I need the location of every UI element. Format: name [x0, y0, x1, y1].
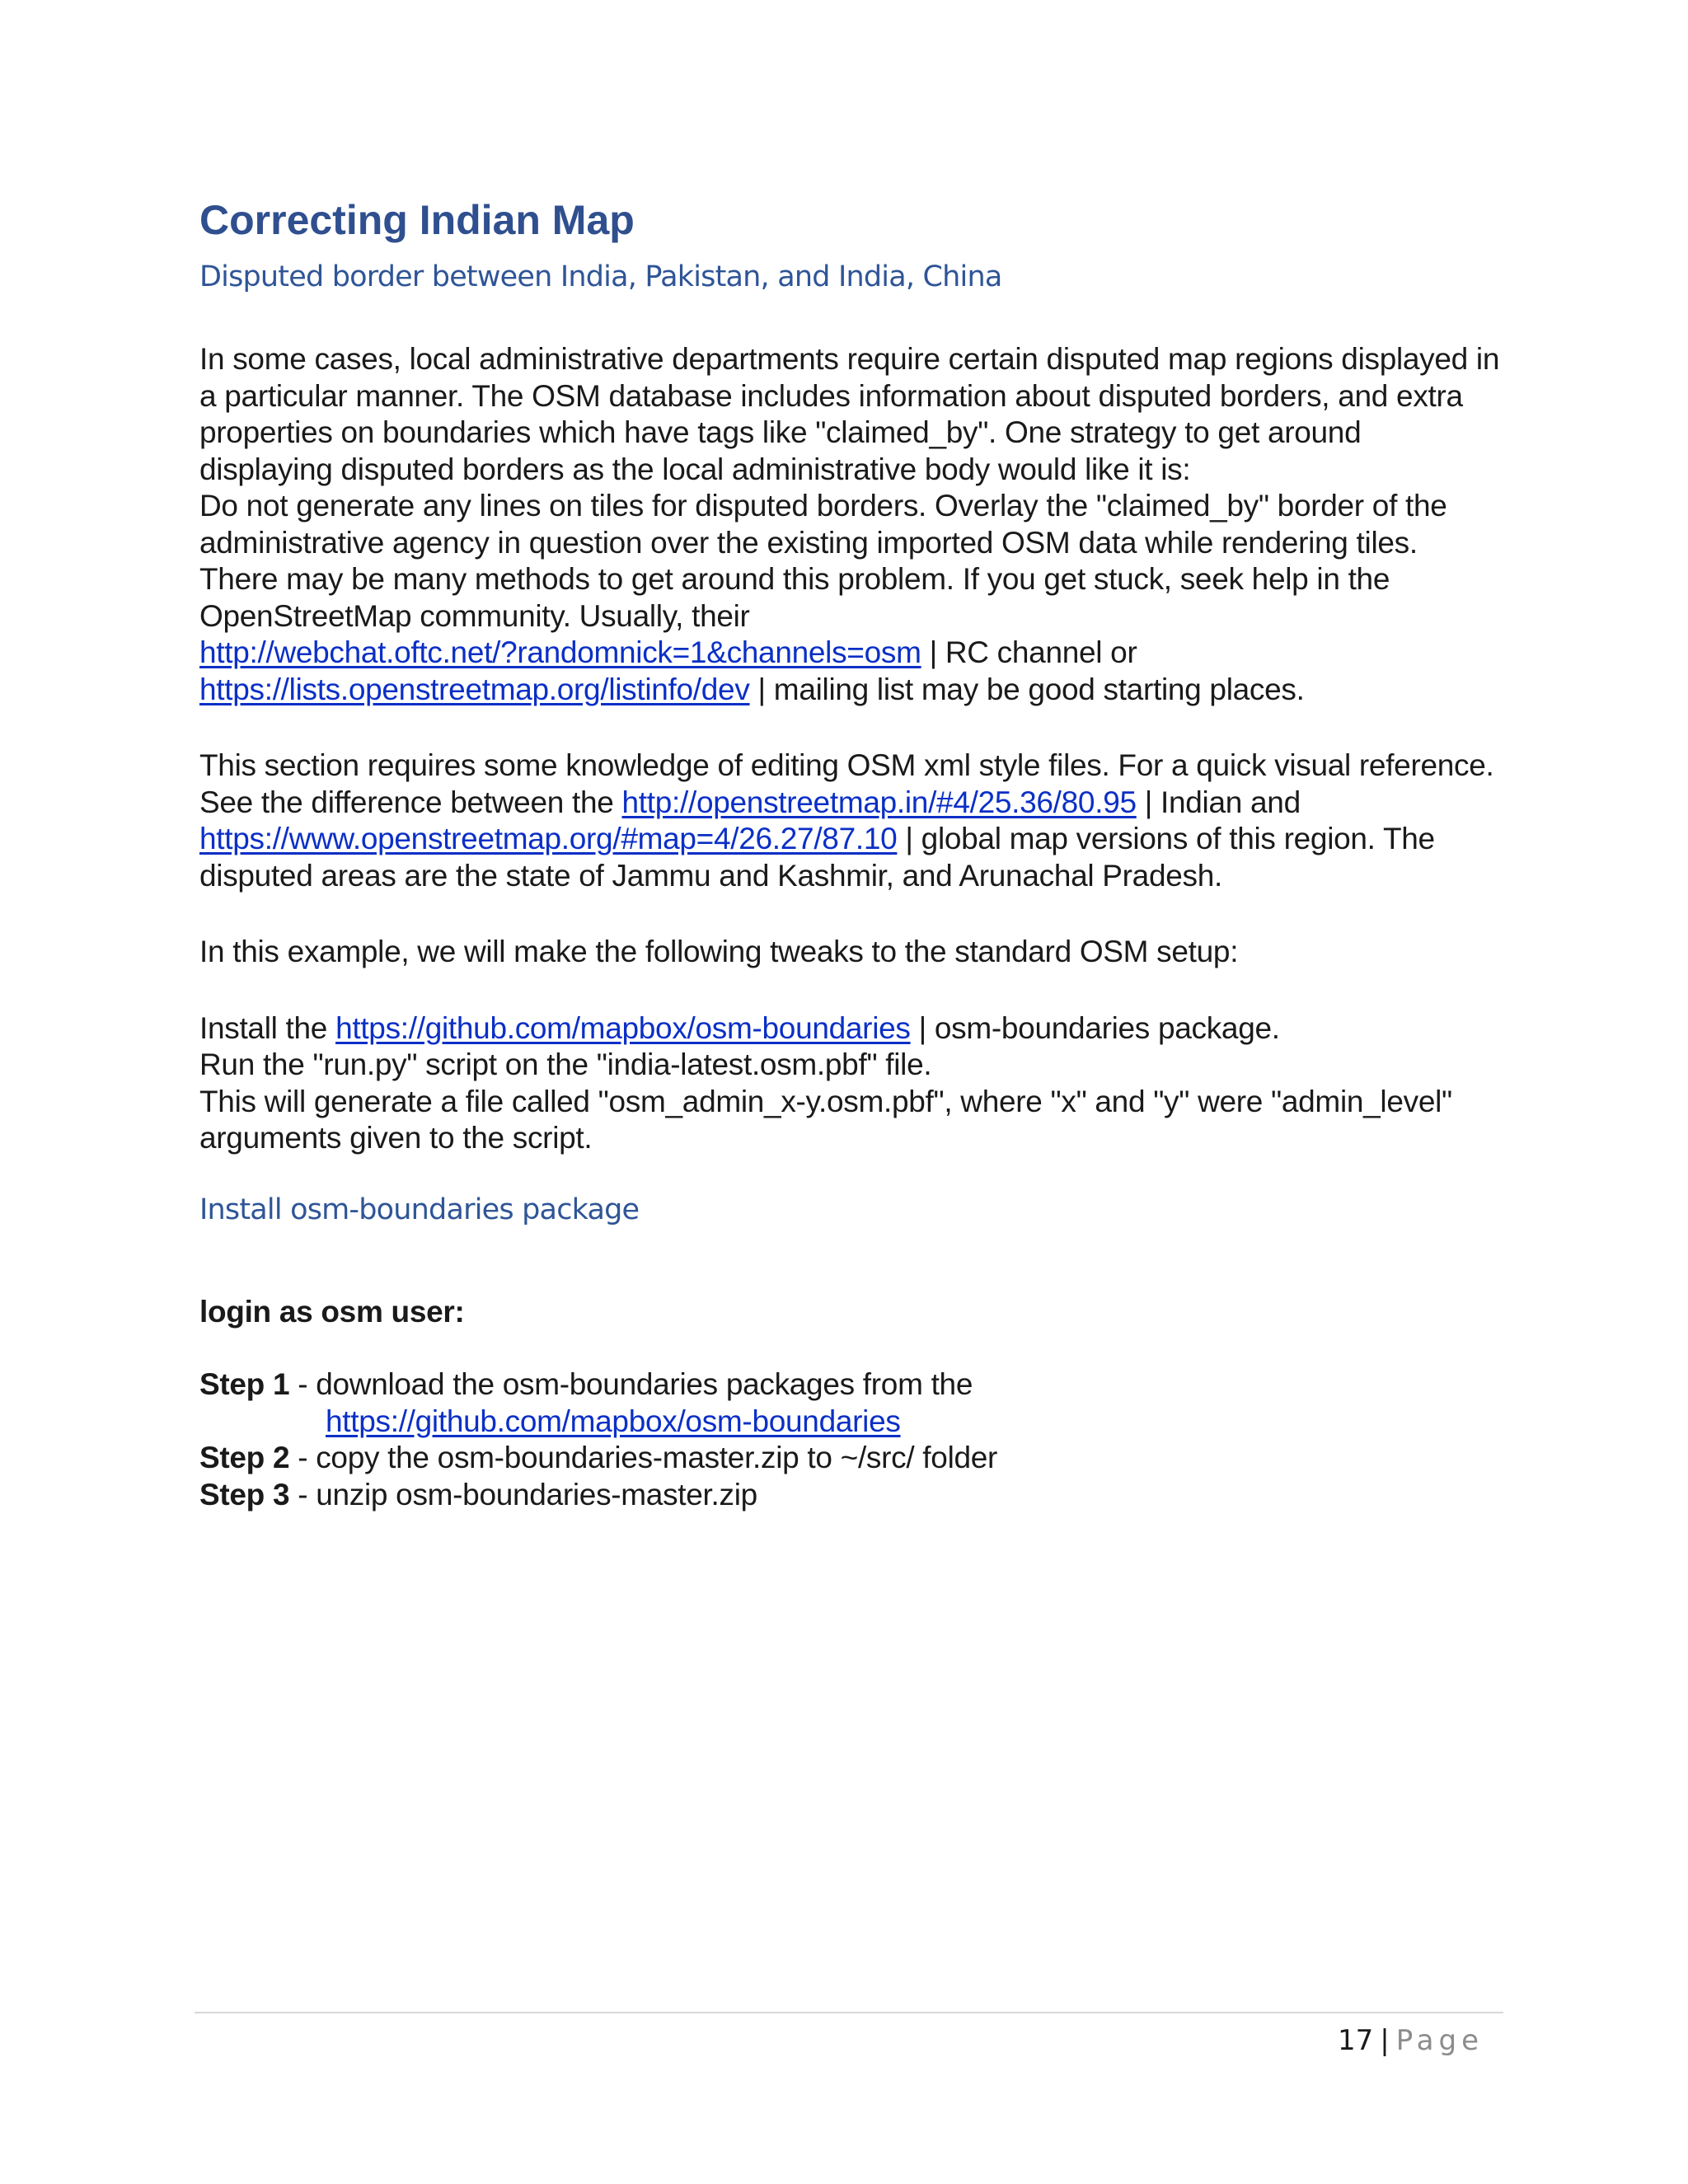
irc-channel-link[interactable]: http://webchat.oftc.net/?randomnick=1&channels=osm [199, 635, 921, 669]
generate-file-text: This will generate a file called "osm_admin_x-y.osm.pbf", where "x" and "y" were "admin_level" arguments given to the script. [199, 1084, 1452, 1155]
install-text-1: Install the [199, 1010, 336, 1045]
step-3-label: Step 3 [199, 1477, 290, 1511]
tweaks-paragraph: In this example, we will make the following tweaks to the standard OSM setup: [199, 935, 1239, 968]
reference-paragraph [199, 748, 1502, 894]
step-1-text: - download the osm-boundaries packages from the [289, 1367, 973, 1401]
section-subheading: Disputed border between India, Pakistan, and India, China [199, 260, 1002, 293]
intro-paragraph [199, 341, 1502, 708]
run-script-text: Run the "run.py" script on the "india-latest.osm.pbf" file. [199, 1047, 932, 1081]
step-2-label: Step 2 [199, 1441, 290, 1474]
step-3 [199, 1477, 1502, 1514]
page-label: Page [1395, 2024, 1484, 2057]
global-map-link[interactable]: https://www.openstreetmap.org/#map=4/26.27/87.10 [199, 822, 898, 855]
step-1-label: Step 1 [199, 1367, 290, 1401]
footer-separator: | [1380, 2024, 1390, 2057]
irc-suffix: | RC channel or [921, 635, 1137, 669]
install-subheading: Install osm-boundaries package [199, 1193, 640, 1226]
reference-text-2: | Indian and [1136, 785, 1301, 819]
install-paragraph [199, 1010, 1502, 1157]
intro-text: In some cases, local administrative departments require certain disputed map regions displayed in a particular manner. The OSM database includes information about disputed borders, and extra properties on boundaries which have tags like "claimed_by". One strategy to get around displaying disputed borders as the local administrative body would like it is: [199, 342, 1500, 486]
install-text-2: | osm-boundaries package. [910, 1010, 1280, 1045]
step-1-link-row [199, 1404, 1502, 1441]
page-footer [1338, 2018, 1484, 2064]
step-2 [199, 1440, 1502, 1477]
page-content [199, 188, 1502, 1513]
overlay-text: Do not generate any lines on tiles for disputed borders. Overlay the "claimed_by" border of the administrative agency in question over the existing imported OSM data while rendering tiles. There may be many methods to get around this problem. If you get stuck, seek help in the OpenStreetMap community. Usually, their [199, 489, 1447, 633]
mailing-list-link[interactable]: https://lists.openstreetmap.org/listinfo/dev [199, 672, 750, 706]
step-1-link[interactable]: https://github.com/mapbox/osm-boundaries [326, 1404, 901, 1438]
mailing-list-suffix: | mailing list may be good starting places. [749, 672, 1305, 706]
login-instruction: login as osm user: [199, 1294, 465, 1329]
page-number: 17 [1337, 2024, 1374, 2057]
page-title: Correcting Indian Map [199, 197, 635, 243]
osm-boundaries-link[interactable]: https://github.com/mapbox/osm-boundaries [335, 1010, 911, 1045]
indian-map-link[interactable]: http://openstreetmap.in/#4/25.36/80.95 [621, 785, 1137, 819]
reference-text-1: This section requires some knowledge of editing OSM xml style files. For a quick visual reference. See the difference between the [199, 748, 1494, 819]
step-2-text: - copy the osm-boundaries-master.zip to ~/src/ folder [289, 1441, 998, 1474]
footer-divider [195, 2012, 1503, 2013]
step-3-text: - unzip osm-boundaries-master.zip [289, 1477, 757, 1511]
reference-text-3: | global map versions of this region. The disputed areas are the state of Jammu and Kashmir, and Arunachal Pradesh. [199, 822, 1435, 893]
step-1 [199, 1366, 1502, 1404]
